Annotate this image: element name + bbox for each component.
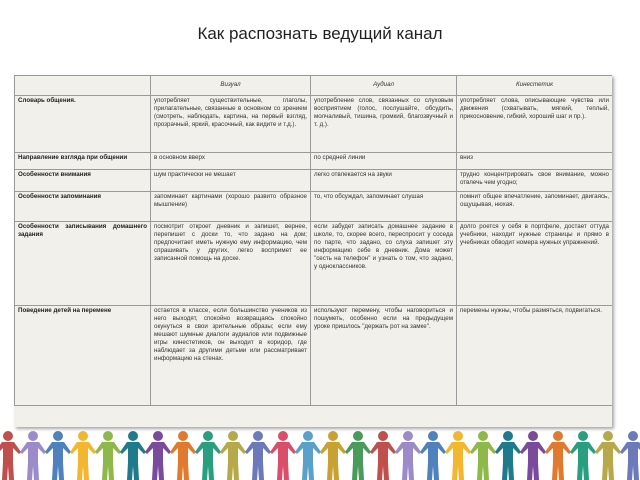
table-cell: в основном вверх xyxy=(151,153,311,170)
row-label: Особенности внимания xyxy=(15,170,151,192)
person-figure-icon xyxy=(495,431,521,480)
table-row xyxy=(15,170,613,192)
table-cell: употребление слов, связанных со слуховым восприятием (голос, послушайте, обсудить, молчаливый, тишина, громкий, благозвучный и т. д.). xyxy=(311,96,457,153)
table-cell: употребляет слова, описывающие чувства или движения (схватывать, мягкий, теплый, прикосновение, гибкий, хороший шаг и пр.). xyxy=(457,96,613,153)
table-row xyxy=(15,96,613,153)
person-figure-icon xyxy=(245,431,271,480)
table-cell: долго роется у себя в портфеле, достает оттуда учебники, находит нужные страницы и прямо в учебниках обводит номера нужных упражнений. xyxy=(457,222,613,306)
table-cell: то, что обсуждал, запоминает слушая xyxy=(311,192,457,222)
header-empty xyxy=(15,76,151,96)
table-cell: употребляет существительные, глаголы, прилагательные, связанные в основном со зрением (смотреть, наблюдать, картина, на первый взгляд, прозрачный, яркий, красочный, как видите и т.д.). xyxy=(151,96,311,153)
person-figure-icon xyxy=(195,431,221,480)
person-figure-icon xyxy=(45,431,71,480)
table-cell: используют перемену, чтобы наговориться и пошуметь, особенно если на предыдущем уроке пришлось "держать рот на замке". xyxy=(311,306,457,406)
person-figure-icon xyxy=(595,431,621,480)
channel-table xyxy=(14,75,612,427)
person-figure-icon xyxy=(120,431,146,480)
table-cell: легко отвлекается на звуки xyxy=(311,170,457,192)
person-figure-icon xyxy=(470,431,496,480)
table-header-row xyxy=(15,76,613,96)
row-label: Особенности записывания домашнего задания xyxy=(15,222,151,306)
table-cell: шум практически не мешает xyxy=(151,170,311,192)
person-figure-icon xyxy=(345,431,371,480)
person-figure-icon xyxy=(270,431,296,480)
person-figure-icon xyxy=(295,431,321,480)
row-label: Словарь общения. xyxy=(15,96,151,153)
person-figure-icon xyxy=(420,431,446,480)
row-label: Особенности запоминания xyxy=(15,192,151,222)
table-cell: вниз xyxy=(457,153,613,170)
person-figure-icon xyxy=(95,431,121,480)
header-visual: Визуал xyxy=(151,76,311,96)
comparison-table xyxy=(14,75,612,406)
table-cell: помнит общее впечатление, запоминает, двигаясь, ощущывая, нюхая. xyxy=(457,192,613,222)
person-figure-icon xyxy=(20,431,46,480)
table-cell: посмотрит откроет дневник и запишет, вернее, перепишет с доски то, что задано на дом; предпочитает иметь нужную ему информацию, чем спрашивать у других, легко воспримет ее записанной помощь на доске. xyxy=(151,222,311,306)
person-figure-icon xyxy=(145,431,171,480)
row-label: Направление взгляда при общении xyxy=(15,153,151,170)
page-title: Как распознать ведущий канал xyxy=(197,24,443,43)
person-figure-icon xyxy=(170,431,196,480)
table-cell: по средней линии xyxy=(311,153,457,170)
table-cell: остается в классе, если большинство учеников из него выходят, спокойно возвращаясь спокойно окунуться в свои зрительные образы; если ему мешают шумные диалоги аудиалов или подвижные игры кинестетиков, он выходит в коридор, где наблюдает за другими детьми или рассматривает информацию на стенах. xyxy=(151,306,311,406)
person-figure-icon xyxy=(445,431,471,480)
table-cell: запоминает картинами (хорошо развито образное мышление) xyxy=(151,192,311,222)
person-figure-icon xyxy=(370,431,396,480)
person-figure-icon xyxy=(620,431,640,480)
header-audial: Аудиал xyxy=(311,76,457,96)
table-cell: если забудет записать домашнее задание в школе, то, скорее всего, переспросит у соседа по парте, что задано, со слуха запишет эту информацию себе в дневник. Дома может "сесть на телефон" и узнать о том, что задано, у одноклассников. xyxy=(311,222,457,306)
table-cell: перемены нужны, чтобы размяться, подвигаться. xyxy=(457,306,613,406)
person-figure-icon xyxy=(395,431,421,480)
row-label: Поведение детей на перемене xyxy=(15,306,151,406)
person-figure-icon xyxy=(70,431,96,480)
table-cell: трудно концентрировать свое внимание, можно отвлечь чем угодно; xyxy=(457,170,613,192)
person-figure-icon xyxy=(570,431,596,480)
people-chain-decoration xyxy=(0,422,640,480)
table-row xyxy=(15,192,613,222)
header-kinesthetic: Кинестетик xyxy=(457,76,613,96)
person-figure-icon xyxy=(0,431,21,480)
person-figure-icon xyxy=(220,431,246,480)
person-figure-icon xyxy=(545,431,571,480)
person-figure-icon xyxy=(320,431,346,480)
table-row xyxy=(15,153,613,170)
table-row xyxy=(15,306,613,406)
table-row xyxy=(15,222,613,306)
person-figure-icon xyxy=(520,431,546,480)
